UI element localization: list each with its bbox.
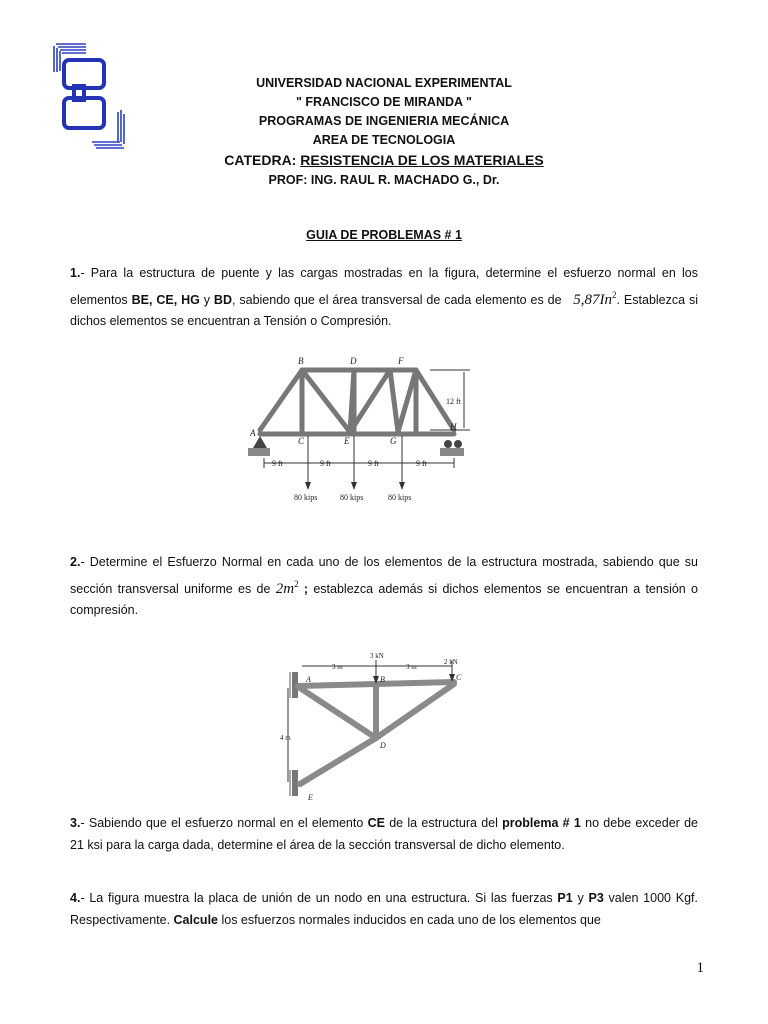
problem-3-element: CE: [367, 816, 385, 830]
node-label-b: B: [380, 675, 385, 684]
problem-4-part-1: - La figura muestra la placa de unión de un nodo en una estructura. Si las fuerzas: [80, 891, 558, 905]
problem-1-area-value: 5,87In: [573, 291, 613, 308]
problem-1-area-exponent: 2: [612, 289, 617, 300]
node-label-e: E: [308, 793, 313, 802]
problem-4-part-2: y: [572, 891, 589, 905]
height-dimension-label: 12 ft: [446, 397, 461, 406]
problem-4-text: [70, 888, 698, 931]
node-label-b: B: [298, 356, 304, 366]
load-label-2: 80 kips: [340, 493, 364, 502]
problem-4-force-p3: P3: [588, 891, 604, 905]
professor-line: PROF: ING. RAUL R. MACHADO G., Dr.: [268, 173, 500, 187]
problem-2-area: [275, 578, 299, 597]
load-label-c: 2 kN: [444, 658, 458, 666]
load-label-3: 80 kips: [388, 493, 412, 502]
problem-3-number: 3.: [70, 816, 81, 830]
problem-3-part-1: - Sabiendo que el esfuerzo normal en el elemento: [80, 816, 368, 830]
catedra-line: [150, 150, 618, 171]
problem-1-part-2: y: [199, 292, 214, 307]
problem-4-force-p1: P1: [557, 891, 573, 905]
header-line-2: " FRANCISCO DE MIRANDA ": [296, 95, 472, 109]
node-label-h: H: [450, 422, 457, 432]
problem-2-text: [70, 552, 698, 622]
node-label-a: A: [306, 675, 311, 684]
problem-1-part-3: , sabiendo que el área transversal de cada elemento es de: [231, 292, 566, 307]
load-label-1: 80 kips: [294, 493, 318, 502]
problem-2-part-2: establezca además si dichos elementos se encuentran a tensión o compresión.: [70, 581, 699, 617]
node-label-e: E: [344, 436, 350, 446]
problem-4-part-3: valen 1000 Kgf. Respectivamente.: [70, 891, 698, 927]
problem-2-area-value: 2m: [275, 580, 295, 597]
span-label-2: 9 ft: [320, 459, 331, 468]
bracket-truss-figure: [276, 652, 476, 804]
catedra-label: CATEDRA:: [224, 152, 297, 168]
header-line-3: PROGRAMAS DE INGENIERIA MECÁNICA: [258, 114, 510, 128]
node-label-d: D: [350, 356, 357, 366]
problem-3-part-2: de la estructura del: [384, 816, 503, 830]
problem-1-number: 1.: [70, 266, 81, 280]
span-label-1: 9 ft: [272, 459, 283, 468]
node-label-f: F: [398, 356, 404, 366]
guide-title: GUIA DE PROBLEMAS # 1: [306, 228, 462, 242]
catedra-name: RESISTENCIA DE LOS MATERIALES: [300, 152, 544, 168]
header-line-1: UNIVERSIDAD NACIONAL EXPERIMENTAL: [256, 76, 512, 90]
bridge-truss-figure: [240, 352, 500, 512]
problem-3-text: [70, 813, 698, 856]
span-label-ab: 3 m: [332, 663, 343, 671]
problem-1-area: [573, 289, 617, 308]
node-label-d: D: [380, 741, 386, 750]
document-header: [150, 74, 618, 190]
problem-4-calcule: Calcule: [173, 912, 218, 927]
height-label: 4 m: [280, 734, 291, 742]
problem-2-semicolon: ;: [298, 581, 309, 596]
problem-4-number: 4.: [70, 891, 81, 905]
problem-1-element-bd: BD: [213, 292, 232, 307]
span-label-3: 9 ft: [368, 459, 379, 468]
problem-2-part-1: - Determine el Esfuerzo Normal en cada uno de los elementos de la estructura mostrada, sabiendo que su sección transversal uniforme es de: [70, 555, 698, 596]
span-label-4: 9 ft: [416, 459, 427, 468]
problem-1-elements: BE, CE, HG: [131, 292, 200, 307]
problem-1-part-4: . Establezca si dichos elementos se encuentran a Tensión o Compresión.: [70, 292, 699, 328]
problem-3-reference: problema # 1: [502, 816, 581, 830]
header-line-4: AREA DE TECNOLOGIA: [312, 133, 456, 147]
node-label-a: A: [250, 428, 256, 438]
node-label-c: C: [298, 436, 305, 446]
problem-3-part-3: no debe exceder de 21 ksi para la carga dada, determine el área de la sección transversal de dicho elemento.: [70, 816, 698, 852]
problem-1-text: [70, 263, 698, 333]
problem-2-number: 2.: [70, 555, 81, 569]
problem-2-area-exponent: 2: [294, 578, 299, 589]
problem-4-part-4: los esfuerzos normales inducidos en cada uno de los elementos que: [218, 912, 601, 927]
load-label-b: 3 kN: [370, 652, 384, 660]
node-label-c: C: [456, 673, 462, 682]
university-logo: [48, 42, 130, 154]
problem-1-part-1: - Para la estructura de puente y las cargas mostradas en la figura, determine el esfuerzo normal en los elementos: [70, 266, 698, 307]
node-label-g: G: [390, 436, 397, 446]
page-number: 1: [696, 960, 704, 976]
span-label-bc: 3 m: [406, 663, 417, 671]
